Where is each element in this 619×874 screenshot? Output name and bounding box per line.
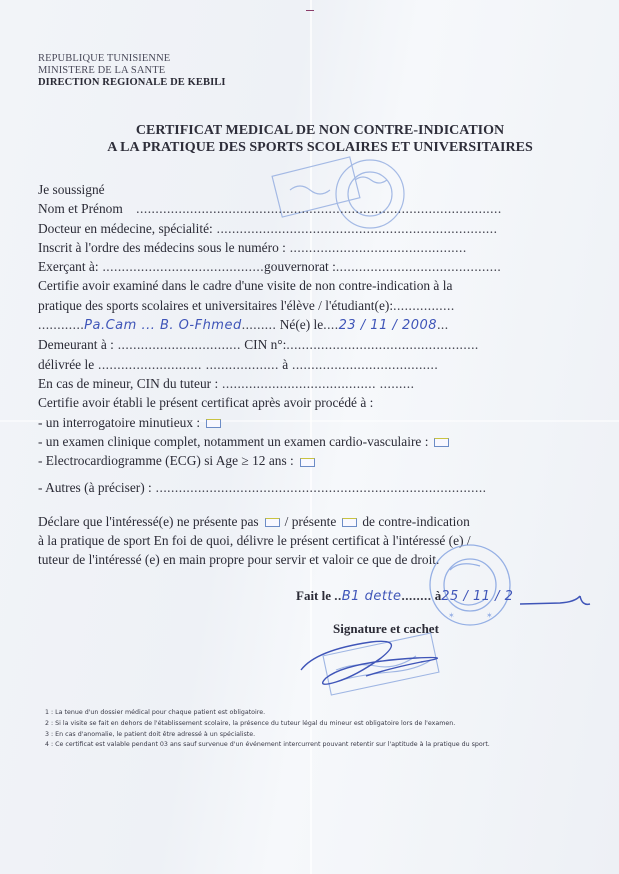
field-delivree[interactable] — [38, 355, 558, 374]
certifie-line-2-text: pratique des sports scolaires et universitaires l'élève / l'étudiant(e): — [38, 297, 394, 313]
certificate-title — [100, 122, 540, 156]
field-exercant[interactable] — [38, 257, 558, 276]
tuteur-blank[interactable]: ........................................ ......... — [218, 375, 415, 391]
fait-le-line — [296, 588, 513, 604]
nom-label: Nom et Prénom — [38, 201, 123, 217]
check-examen-clinique — [38, 432, 558, 451]
checkbox-examen-clinique[interactable] — [434, 438, 449, 447]
tuteur-label: En cas de mineur, CIN du tuteur : — [38, 375, 219, 391]
fait-a-label: à — [434, 588, 442, 603]
scan-mark — [306, 10, 314, 11]
header-direction: DIRECTION REGIONALE DE KEBILI — [38, 77, 226, 88]
gouvernorat-label: gouvernorat : — [264, 259, 336, 275]
declare-line-1 — [38, 512, 558, 531]
certifie-line-2 — [38, 296, 558, 315]
delivree-a-label: à — [282, 356, 289, 372]
declare-part-2: / présente — [284, 513, 337, 529]
declare-line-2: à la pratique de sport En foi de quoi, délivre le présent certificat à l'intéressé (e) / — [38, 533, 471, 549]
field-numero-ordre[interactable] — [38, 238, 558, 257]
signature-label: Signature et cachet — [333, 621, 439, 636]
student-name-handwritten[interactable]: Pa.Cam ... B. O-Fhmed — [84, 318, 242, 334]
doctor-signature — [296, 630, 496, 700]
header-ministry: MINISTERE DE LA SANTE — [38, 65, 166, 76]
field-specialite[interactable] — [38, 219, 558, 238]
exercant-label: Exerçant à: — [38, 259, 99, 275]
numero-blank[interactable]: .............................................. — [285, 239, 467, 255]
check-ecg-label: - Electrocardiogramme (ECG) si Age ≥ 12 ans : — [38, 453, 294, 469]
header-republic: REPUBLIQUE TUNISIENNE — [38, 53, 171, 64]
specialite-blank[interactable]: ......................................................................... — [212, 220, 498, 236]
demeurant-blank[interactable]: ................................ — [113, 337, 241, 353]
cin-label: CIN n°: — [244, 337, 287, 353]
ministry-header — [38, 53, 226, 89]
declare-part-1: Déclare que l'intéressé(e) ne présente pas — [38, 513, 259, 529]
svg-text:✶: ✶ — [448, 611, 455, 620]
field-cin-tuteur[interactable] — [38, 374, 558, 393]
fait-le-dots-2: ........ — [401, 588, 432, 603]
autres-label: - Autres (à préciser) : — [38, 480, 152, 496]
footnote-2: 2 : Si la visite se fait en dehors de l'établissement scolaire, la présence du tuteur légal du mineur est obligatoire lors de l'examen. — [45, 719, 456, 727]
certificate-form — [38, 180, 558, 570]
check-ecg — [38, 451, 558, 470]
checkbox-interrogatoire[interactable] — [206, 419, 221, 428]
fait-le-place-handwritten[interactable]: B1 dette — [341, 589, 402, 604]
student-name-suffix-dots: ......... — [241, 317, 277, 333]
fait-le-dots-1: .. — [334, 588, 342, 603]
gouvernorat-blank[interactable]: ........................................... — [335, 259, 502, 275]
date-underline-stroke — [520, 592, 600, 612]
delivree-a-blank[interactable]: ...................................... — [288, 356, 439, 372]
footnotes — [45, 708, 525, 751]
checkbox-presente[interactable] — [342, 518, 357, 527]
field-autres[interactable] — [38, 478, 558, 497]
field-student-name-birth[interactable] — [38, 315, 558, 335]
certifie-line-1: Certifie avoir examiné dans le cadre d'une visite de non contre-indication à la — [38, 278, 453, 294]
field-nom-prenom[interactable] — [38, 199, 558, 218]
cin-blank[interactable]: .................................................. — [286, 337, 479, 353]
etudiant-blank[interactable]: ................ — [393, 297, 455, 313]
demeurant-label: Demeurant à : — [38, 337, 114, 353]
ne-le-label: Né(e) le — [279, 317, 324, 333]
check-interrogatoire — [38, 413, 558, 432]
footnote-3: 3 : En cas d'anomalie, le patient doit être adressé à un spécialiste. — [45, 730, 256, 738]
procede-label: Certifie avoir établi le présent certificat après avoir procédé à : — [38, 395, 374, 411]
footnote-1: 1 : La tenue d'un dossier médical pour chaque patient est obligatoire. — [45, 709, 266, 716]
check-examen-label: - un examen clinique complet, notamment un examen cardio-vasculaire : — [38, 433, 429, 449]
checkbox-ne-presente-pas[interactable] — [265, 518, 280, 527]
checkbox-ecg[interactable] — [300, 458, 315, 467]
je-soussigne: Je soussigné — [38, 182, 105, 197]
fait-le-label: Fait le — [296, 588, 332, 603]
student-name-prefix-dots: ............ — [38, 317, 85, 333]
ne-le-dots: .... — [323, 317, 339, 333]
title-line-2: A LA PRATIQUE DES SPORTS SCOLAIRES ET UNIVERSITAIRES — [107, 140, 533, 155]
nom-blank[interactable]: ............................................................................................... — [136, 201, 502, 217]
footnote-4: 4 : Ce certificat est valable pendant 03 ans sauf survenue d'un événement intercurrent pouvant retentir sur l'aptitude à la pratique du sport. — [45, 741, 490, 749]
svg-text:✶: ✶ — [486, 611, 493, 620]
exercant-blank[interactable]: .......................................... — [98, 259, 265, 275]
field-demeurant-cin[interactable] — [38, 335, 558, 354]
declare-line-3: tuteur de l'intéressé (e) en main propre pour servir et valoir ce que de droit. — [38, 552, 440, 568]
check-interrogatoire-label: - un interrogatoire minutieux : — [38, 414, 201, 430]
birth-suffix-dots: ... — [437, 317, 449, 333]
birth-date-handwritten[interactable]: 23 / 11 / 2008 — [338, 318, 438, 334]
docteur-label: Docteur en médecine, spécialité: — [38, 220, 213, 236]
fait-date-handwritten[interactable]: 25 / 11 / 2 — [441, 589, 514, 604]
autres-blank[interactable]: ...................................................................................... — [151, 480, 487, 496]
declare-part-3: de contre-indication — [362, 513, 470, 529]
title-line-1: CERTIFICAT MEDICAL DE NON CONTRE-INDICATION — [135, 123, 505, 138]
inscrit-label: Inscrit à l'ordre des médecins sous le numéro : — [38, 239, 286, 255]
delivree-label: délivrée le — [38, 356, 95, 372]
delivree-blank[interactable]: ........................... ................... — [94, 356, 279, 372]
